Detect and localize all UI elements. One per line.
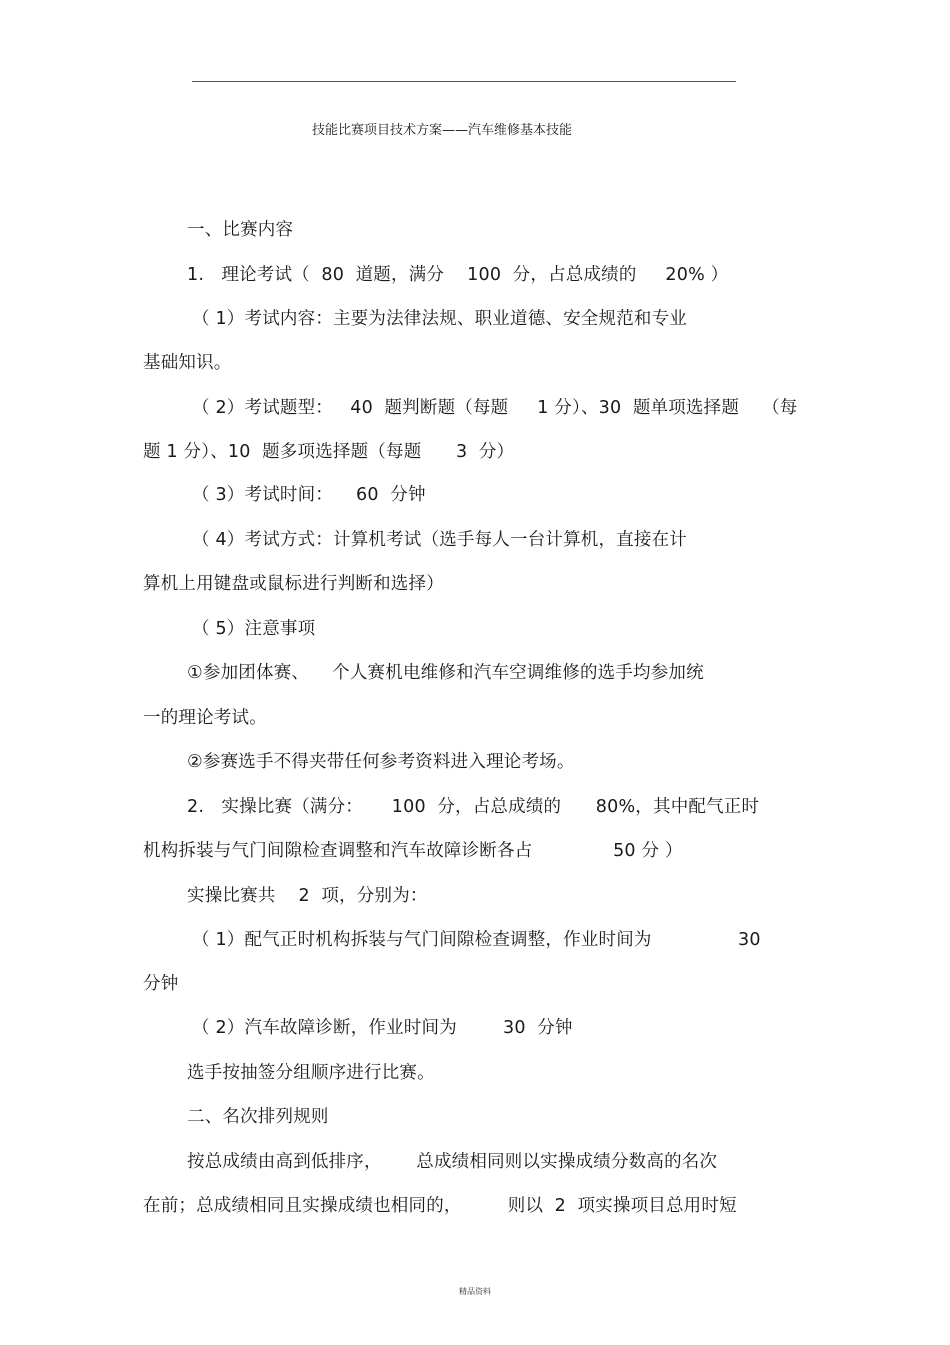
paragraph-line: 题 1 分）、10 题多项选择题（每题 3 分） <box>143 442 515 462</box>
paragraph-line: 实操比赛共 2 项，分别为： <box>187 886 428 906</box>
paragraph-line: 按总成绩由高到低排序， 总成绩相同则以实操成绩分数高的名次 <box>187 1152 718 1172</box>
paragraph-line: （ 2）汽车故障诊断，作业时间为 30 分钟 <box>192 1018 573 1038</box>
section-heading-contents: 一、比赛内容 <box>187 220 294 240</box>
paragraph-line: （ 4）考试方式：计算机考试（选手每人一台计算机，直接在计 <box>192 530 687 550</box>
paragraph-line: （ 1）考试内容：主要为法律法规、职业道德、安全规范和专业 <box>192 309 687 329</box>
practical-exam-heading: 2. 实操比赛（满分： 100 分，占总成绩的 80%，其中配气正时 <box>187 797 760 817</box>
document-title: 技能比赛项目技术方案——汽车维修基本技能 <box>311 123 572 138</box>
paragraph-line: 选手按抽签分组顺序进行比赛。 <box>187 1063 435 1083</box>
header-rule <box>192 81 736 82</box>
paragraph-line: （ 5）注意事项 <box>192 619 316 639</box>
paragraph-line: 算机上用键盘或鼠标进行判断和选择） <box>143 574 444 594</box>
paragraph-line: 基础知识。 <box>143 353 232 373</box>
paragraph-line: 机构拆装与气门间隙检查调整和汽车故障诊断各占 50 分 ） <box>143 841 683 861</box>
paragraph-line: 分钟 <box>143 974 179 994</box>
paragraph-line: 一的理论考试。 <box>143 708 267 728</box>
paragraph-line: 在前；总成绩相同且实操成绩也相同的， 则以 2 项实操项目总用时短 <box>143 1196 737 1216</box>
paragraph-line: ①参加团体赛、 个人赛机电维修和汽车空调维修的选手均参加统 <box>187 663 704 683</box>
theory-exam-heading: 1. 理论考试（ 80 道题，满分 100 分，占总成绩的 20% ） <box>187 265 729 285</box>
paragraph-line: （ 2）考试题型： 40 题判断题（每题 1 分）、30 题单项选择题 （每 <box>192 398 798 418</box>
page-footer: 精品资料 <box>459 1287 491 1296</box>
paragraph-line: （ 1）配气正时机构拆装与气门间隙检查调整，作业时间为 30 <box>192 930 761 950</box>
paragraph-line: （ 3）考试时间： 60 分钟 <box>192 485 426 505</box>
paragraph-line: ②参赛选手不得夹带任何参考资料进入理论考场。 <box>187 752 575 772</box>
section-heading-ranking: 二、名次排列规则 <box>187 1107 329 1127</box>
